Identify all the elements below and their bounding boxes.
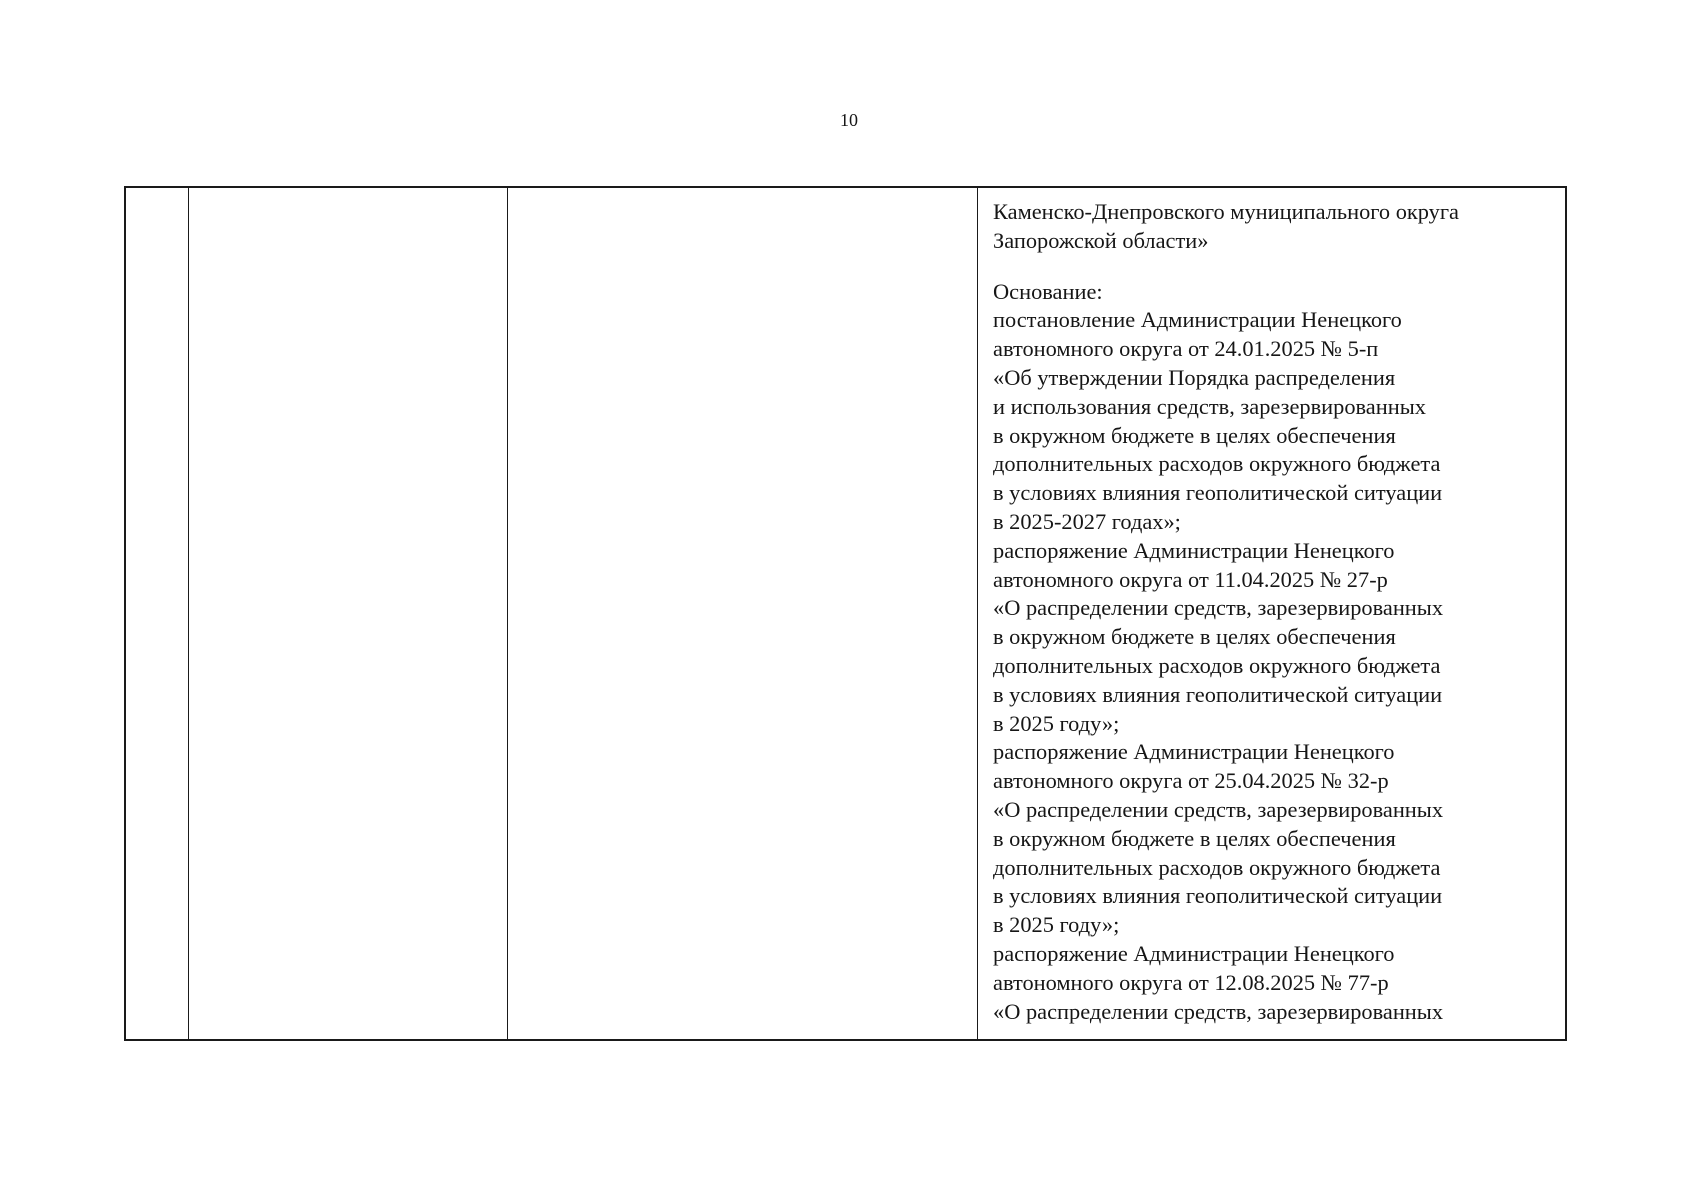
text-line: распоряжение Администрации Ненецкого xyxy=(993,739,1395,765)
column-divider xyxy=(977,188,978,1039)
text-line: Каменско-Днепровского муниципального округа xyxy=(993,199,1459,224)
text-line: в условиях влияния геополитической ситуации xyxy=(993,883,1443,909)
text-line: автономного округа от 25.04.2025 № 32-р xyxy=(993,768,1389,794)
text-line: «О распределении средств, зарезервированных xyxy=(993,796,1444,822)
text-line: в условиях влияния геополитической ситуации xyxy=(993,480,1443,506)
text-line: Запорожской области» xyxy=(993,227,1209,253)
table-cell-3 xyxy=(507,188,977,1039)
text-line: автономного округа от 24.01.2025 № 5-п xyxy=(993,336,1379,362)
text-line: дополнительных расходов окружного бюджета xyxy=(993,854,1441,880)
text-line: автономного округа от 11.04.2025 № 27-р xyxy=(993,566,1388,592)
text-line: в условиях влияния геополитической ситуации xyxy=(993,681,1443,707)
text-line: дополнительных расходов окружного бюджета xyxy=(993,451,1441,477)
cell-basis-text xyxy=(993,278,1559,1027)
text-line: распоряжение Администрации Ненецкого xyxy=(993,537,1395,563)
page-number: 10 xyxy=(840,110,858,130)
paragraph-gap xyxy=(993,256,1559,278)
text-line: «Об утверждении Порядка распределения xyxy=(993,364,1396,390)
text-line: в 2025 году»; xyxy=(993,710,1120,736)
text-line: Основание: xyxy=(993,278,1103,304)
text-line: «О распределении средств, зарезервированных xyxy=(993,998,1444,1024)
cell-intro-text xyxy=(993,198,1559,256)
text-line: постановление Администрации Ненецкого xyxy=(993,307,1402,333)
text-line: распоряжение Администрации Ненецкого xyxy=(993,940,1395,966)
table-cell-2 xyxy=(188,188,507,1039)
text-line: автономного округа от 12.08.2025 № 77-р xyxy=(993,969,1389,995)
document-table xyxy=(124,186,1567,1041)
text-line: и использования средств, зарезервированных xyxy=(993,393,1426,419)
text-line: в окружном бюджете в целях обеспечения xyxy=(993,422,1396,448)
text-line: дополнительных расходов окружного бюджета xyxy=(993,652,1441,678)
text-line: в окружном бюджете в целях обеспечения xyxy=(993,624,1396,650)
text-line: «О распределении средств, зарезервированных xyxy=(993,595,1444,621)
table-cell-basis xyxy=(979,188,1565,1039)
text-line: в окружном бюджете в целях обеспечения xyxy=(993,825,1396,851)
text-line: в 2025 году»; xyxy=(993,912,1120,938)
table-cell-number xyxy=(126,188,188,1039)
text-line: в 2025-2027 годах»; xyxy=(993,508,1181,534)
